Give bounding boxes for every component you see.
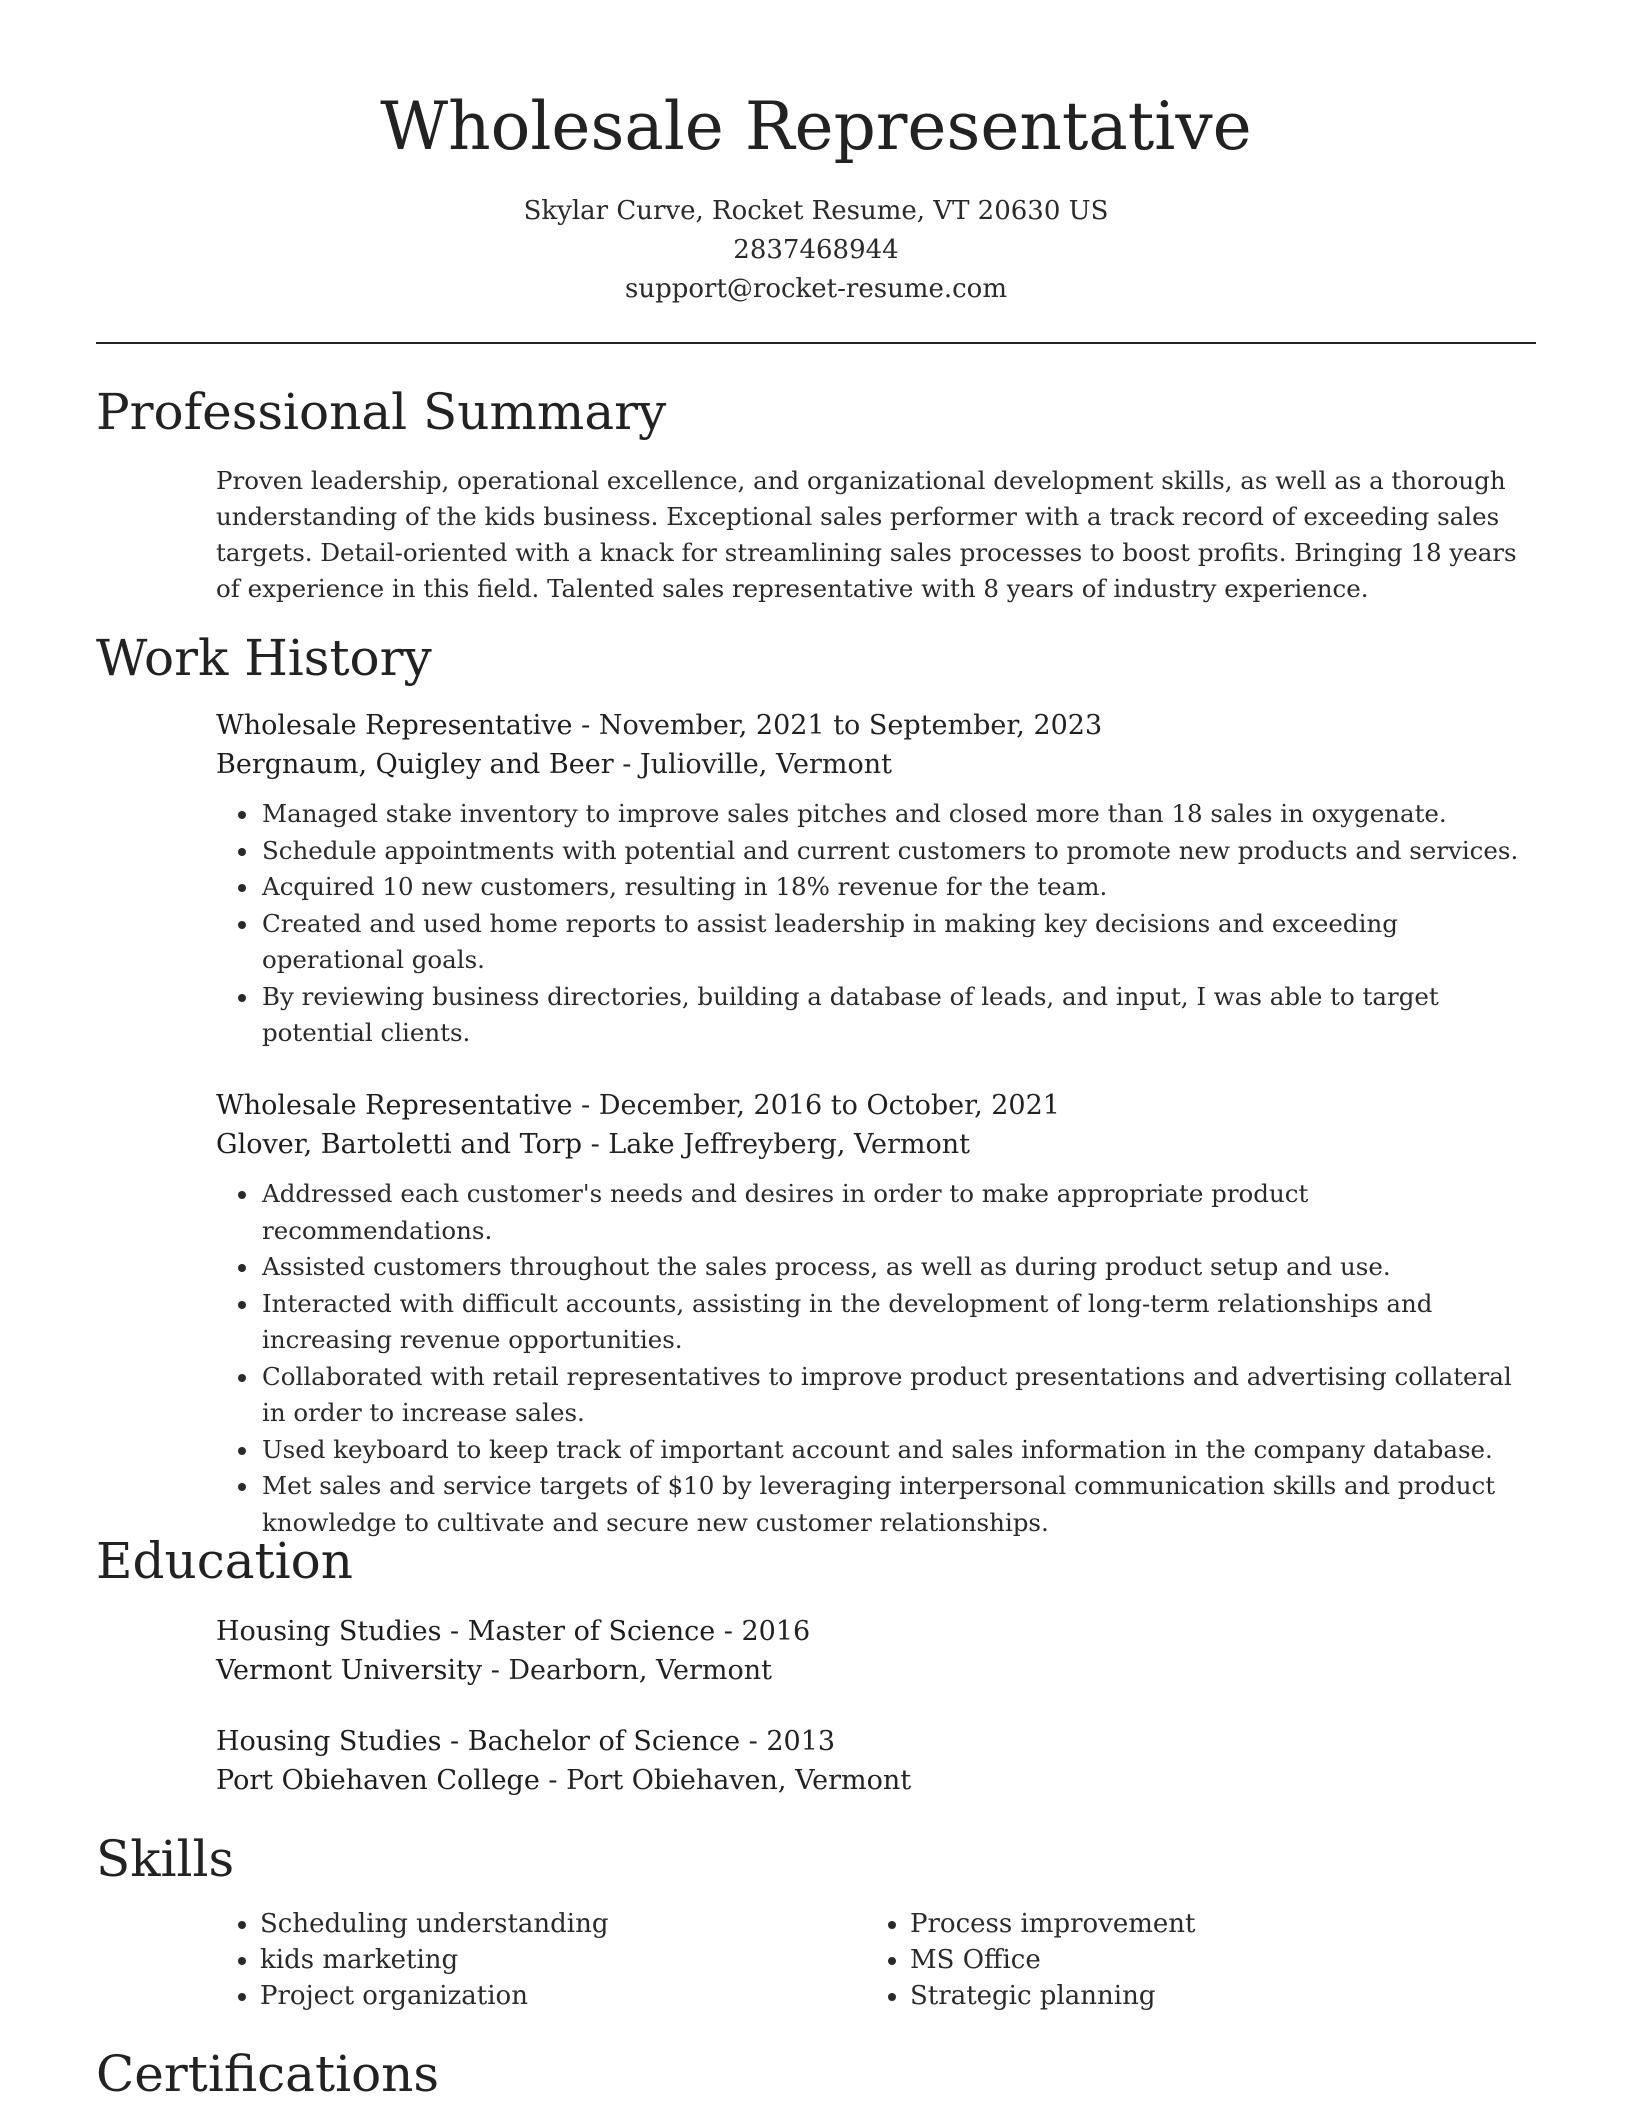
job-entry — [216, 1086, 1541, 1541]
education-location: - Port Obiehaven, Vermont — [539, 1765, 912, 1796]
certifications-heading: Certifications — [96, 2045, 440, 2103]
contact-email: support@rocket-resume.com — [624, 274, 1007, 304]
header-divider — [96, 342, 1536, 344]
education-year: - 2013 — [740, 1726, 836, 1757]
summary-text: Proven leadership, operational excellence, and organizational development skills, as well as a thorough understanding of the kids business. Exceptional sales performer with a track record of exceeding sales targets. Detail-oriented with a knack for streamlining sales processes to boost profits. Bringing 18 years of experience in this field. Talented sales representative with 8 years of industry experience. — [216, 466, 1517, 603]
job-bullet: • Interacted with difficult accounts, assisting in the development of long-term relationships and increasing revenue opportunities. — [260, 1286, 1541, 1359]
skill-item: • Project organization — [260, 1978, 866, 2014]
education-field: Housing Studies — [216, 1726, 442, 1757]
contact-block — [0, 192, 1632, 309]
skill-item: • Process improvement — [910, 1906, 1516, 1942]
skill-item: • Strategic planning — [910, 1978, 1516, 2014]
job-company-line — [216, 1125, 1541, 1164]
job-bullet: • By reviewing business directories, building a database of leads, and input, I was able to target potential clients. — [260, 979, 1541, 1052]
skill-item: • Scheduling understanding — [260, 1906, 866, 1942]
skills-list — [866, 1906, 1516, 2014]
job-location: - Julioville, Vermont — [613, 749, 892, 780]
education-school-line — [216, 1651, 1541, 1690]
education-degree: - Master of Science — [441, 1616, 716, 1647]
job-bullet: • Assisted customers throughout the sales process, as well as during product setup and use. — [260, 1249, 1541, 1286]
job-bullet: • Acquired 10 new customers, resulting in 18% revenue for the team. — [260, 869, 1541, 906]
job-bullet: • Collaborated with retail representatives to improve product presentations and advertising collateral in order to increase sales. — [260, 1359, 1541, 1432]
education-school: Port Obiehaven College — [216, 1765, 540, 1796]
job-title-line — [216, 1086, 1541, 1125]
job-bullet: • Addressed each customer's needs and desires in order to make appropriate product recommendations. — [260, 1176, 1541, 1249]
skills-heading: Skills — [96, 1830, 235, 1888]
job-bullet: • Schedule appointments with potential and current customers to promote new products and services. — [260, 833, 1541, 870]
education-field: Housing Studies — [216, 1616, 442, 1647]
job-dates: - December, 2016 to October, 2021 — [572, 1090, 1060, 1121]
job-bullet: • Used keyboard to keep track of important account and sales information in the company database. — [260, 1432, 1541, 1469]
job-bullets — [216, 1176, 1541, 1541]
contact-phone: 2837468944 — [733, 235, 899, 265]
job-company-line — [216, 745, 1541, 784]
education-degree: - Bachelor of Science — [441, 1726, 741, 1757]
education-entry — [216, 1722, 1541, 1800]
job-location: - Lake Jeffreyberg, Vermont — [582, 1129, 970, 1160]
summary-heading: Professional Summary — [96, 383, 667, 441]
job-bullet: • Created and used home reports to assist leadership in making key decisions and exceeding operational goals. — [260, 906, 1541, 979]
skills-column-right — [866, 1906, 1516, 2014]
education-degree-line — [216, 1722, 1541, 1761]
job-entry — [216, 706, 1541, 1052]
education-degree-line — [216, 1612, 1541, 1651]
skills-column-left — [216, 1906, 866, 2014]
job-company: Bergnaum, Quigley and Beer — [216, 749, 614, 780]
contact-address: Skylar Curve, Rocket Resume, VT 20630 US — [523, 196, 1109, 226]
job-bullets — [216, 796, 1541, 1052]
job-dates: - November, 2021 to September, 2023 — [572, 710, 1103, 741]
job-title-line — [216, 706, 1541, 745]
skills-grid — [216, 1906, 1541, 2014]
resume-header — [0, 0, 1632, 309]
resume-name: Wholesale Representative — [380, 88, 1252, 165]
education-year: - 2016 — [715, 1616, 811, 1647]
skill-item: • kids marketing — [260, 1942, 866, 1978]
job-role: Wholesale Representative — [216, 1090, 573, 1121]
work-history-heading: Work History — [96, 629, 432, 687]
education-school-line — [216, 1761, 1541, 1800]
education-heading: Education — [96, 1532, 353, 1590]
job-bullet: • Met sales and service targets of $10 by leveraging interpersonal communication skills and product knowledge to cultivate and secure new customer relationships. — [260, 1468, 1541, 1541]
skill-item: • MS Office — [910, 1942, 1516, 1978]
job-bullet: • Managed stake inventory to improve sales pitches and closed more than 18 sales in oxygenate. — [260, 796, 1541, 833]
skills-list — [216, 1906, 866, 2014]
job-company: Glover, Bartoletti and Torp — [216, 1129, 582, 1160]
education-entry — [216, 1612, 1541, 1690]
education-school: Vermont University — [216, 1655, 483, 1686]
education-location: - Dearborn, Vermont — [482, 1655, 773, 1686]
job-role: Wholesale Representative — [216, 710, 573, 741]
